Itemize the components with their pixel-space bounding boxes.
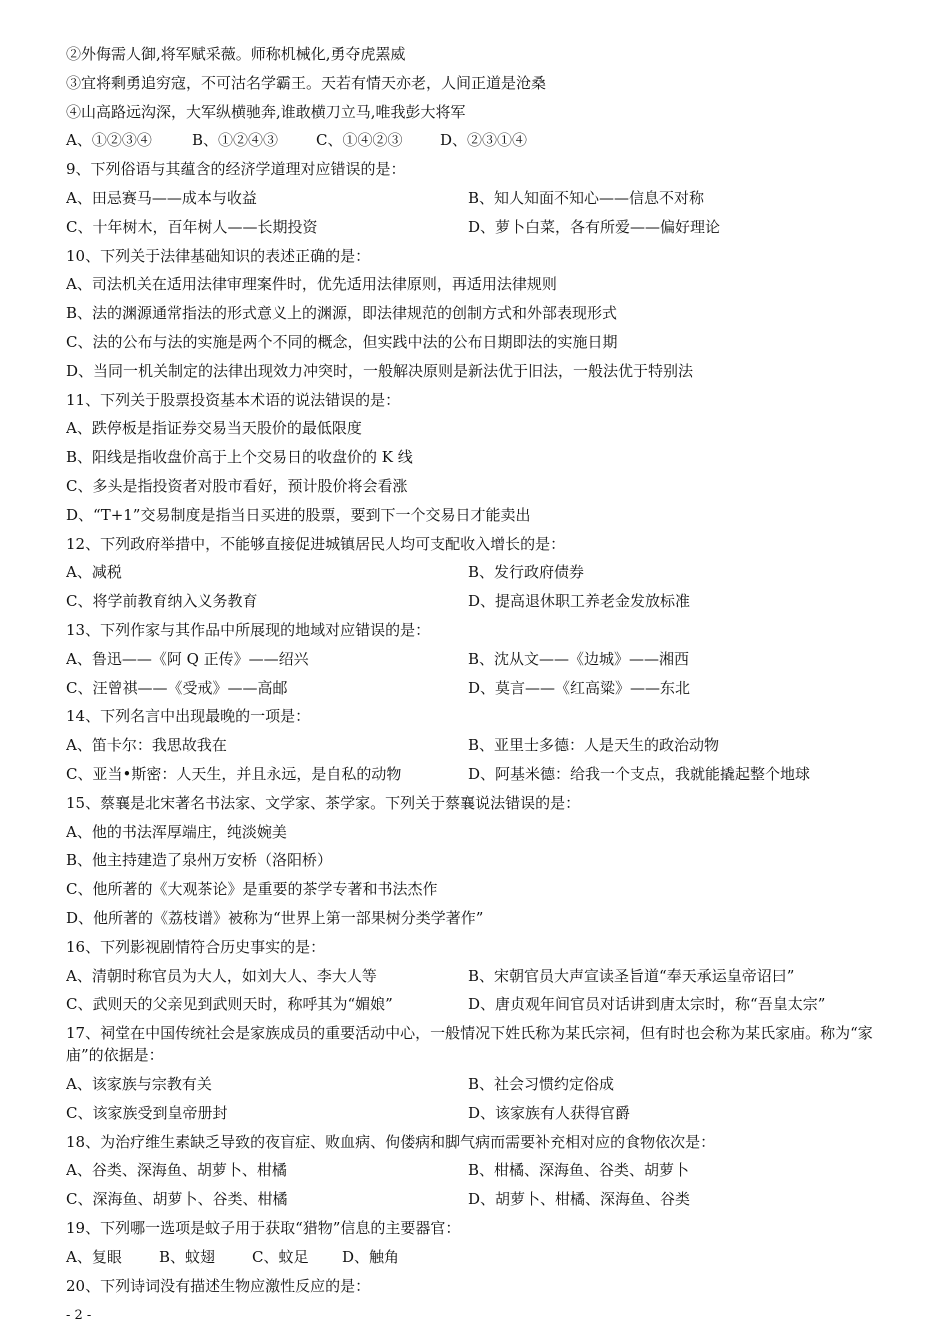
- q11-option-a[interactable]: A、跌停板是指证券交易当天股价的最低限度: [66, 419, 362, 438]
- q13-options-row-1: [66, 645, 896, 674]
- q16-option-a[interactable]: A、清朝时称官员为大人，如刘大人、李大人等: [66, 966, 377, 985]
- q16-options-row-1: [66, 962, 896, 991]
- q12-options-row-2: [66, 587, 896, 616]
- q17-options-row-2: [66, 1099, 896, 1128]
- q14-option-c[interactable]: C、亚当•斯密：人天生，并且永远，是自私的动物: [66, 764, 402, 783]
- poem-line-3: ③宜将剩勇追穷寇，不可沽名学霸王。天若有情天亦老，人间正道是沧桑: [66, 73, 547, 92]
- q13-stem: 13、下列作家与其作品中所展现的地域对应错误的是：: [66, 620, 431, 639]
- q16-option-d[interactable]: D、唐贞观年间官员对话讲到唐太宗时，称“吾皇太宗”: [468, 995, 826, 1014]
- q18-options-row-1: [66, 1156, 896, 1185]
- q12-option-a[interactable]: A、减税: [66, 563, 122, 582]
- poem-line-4: ④山高路远沟深，大军纵横驰奔,谁敢横刀立马,唯我彭大将军: [66, 102, 466, 121]
- q19-option-a[interactable]: A、复眼: [66, 1247, 122, 1266]
- q18-option-c[interactable]: C、深海鱼、胡萝卜、谷类、柑橘: [66, 1190, 288, 1209]
- q9-option-d[interactable]: D、萝卜白菜，各有所爱——偏好理论: [468, 217, 721, 236]
- q8-options: [66, 126, 896, 155]
- q20-stem: 20、下列诗词没有描述生物应激性反应的是：: [66, 1276, 371, 1295]
- q13-option-d[interactable]: D、莫言——《红高粱》——东北: [468, 678, 691, 697]
- q17-stem: 17、祠堂在中国传统社会是家族成员的重要活动中心，一般情况下姓氏称为某氏宗祠，但有时也会称为某氏家庙。称为“家庙”的依据是：: [66, 1024, 873, 1065]
- q18-option-d[interactable]: D、胡萝卜、柑橘、深海鱼、谷类: [468, 1190, 691, 1209]
- q19-option-d[interactable]: D、触角: [342, 1247, 400, 1266]
- q8-option-b[interactable]: B、①②④③: [192, 131, 279, 150]
- q10-option-c[interactable]: C、法的公布与法的实施是两个不同的概念，但实践中法的公布日期即法的实施日期: [66, 332, 618, 351]
- q9-options-row-1: [66, 184, 896, 213]
- q15-option-c[interactable]: C、他所著的《大观茶论》是重要的茶学专著和书法杰作: [66, 880, 438, 899]
- q18-stem: 18、为治疗维生素缺乏导致的夜盲症、败血病、佝偻病和脚气病而需要补充相对应的食物依次是：: [66, 1132, 716, 1151]
- q10-stem: 10、下列关于法律基础知识的表述正确的是：: [66, 246, 371, 265]
- q12-option-b[interactable]: B、发行政府债券: [468, 563, 585, 582]
- poem-line-2: ②外侮需人御,将军赋采薇。师称机械化,勇夺虎罴威: [66, 45, 406, 63]
- q9-option-c[interactable]: C、十年树木，百年树人——长期投资: [66, 217, 318, 236]
- q15-option-d[interactable]: D、他所著的《荔枝谱》被称为“世界上第一部果树分类学著作”: [66, 908, 484, 927]
- q8-option-c[interactable]: C、①④②③: [316, 131, 403, 150]
- q16-stem: 16、下列影视剧情符合历史事实的是：: [66, 937, 326, 956]
- q15-option-a[interactable]: A、他的书法浑厚端庄，纯淡婉美: [66, 822, 287, 841]
- q19-stem: 19、下列哪一选项是蚊子用于获取“猎物”信息的主要器官：: [66, 1219, 461, 1238]
- q11-option-d[interactable]: D、“T+1”交易制度是指当日买进的股票，要到下一个交易日才能卖出: [66, 505, 531, 524]
- q16-option-c[interactable]: C、武则天的父亲见到武则天时，称呼其为“媚娘”: [66, 995, 393, 1014]
- q9-options-row-2: [66, 213, 896, 242]
- q14-options-row-2: [66, 760, 896, 789]
- q17-option-d[interactable]: D、该家族有人获得官爵: [468, 1103, 631, 1122]
- q17-option-b[interactable]: B、社会习惯约定俗成: [468, 1075, 615, 1094]
- page-number: - 2 -: [66, 1308, 92, 1323]
- q11-option-b[interactable]: B、阳线是指收盘价高于上个交易日的收盘价的 K 线: [66, 448, 413, 467]
- q15-stem: 15、蔡襄是北宋著名书法家、文学家、茶学家。下列关于蔡襄说法错误的是：: [66, 793, 581, 812]
- q13-options-row-2: [66, 674, 896, 703]
- q11-option-c[interactable]: C、多头是指投资者对股市看好，预计股价将会看涨: [66, 476, 408, 495]
- q14-option-d[interactable]: D、阿基米德：给我一个支点，我就能撬起整个地球: [468, 764, 811, 783]
- q12-stem: 12、下列政府举措中，不能够直接促进城镇居民人均可支配收入增长的是：: [66, 534, 566, 553]
- q19-options: [66, 1243, 896, 1272]
- q18-option-b[interactable]: B、柑橘、深海鱼、谷类、胡萝卜: [468, 1161, 690, 1180]
- q16-options-row-2: [66, 990, 896, 1019]
- q13-option-a[interactable]: A、鲁迅——《阿 Q 正传》——绍兴: [66, 649, 309, 668]
- exam-page: [66, 40, 896, 1300]
- q12-option-c[interactable]: C、将学前教育纳入义务教育: [66, 592, 258, 611]
- q10-option-a[interactable]: A、司法机关在适用法律审理案件时，优先适用法律原则，再适用法律规则: [66, 275, 557, 294]
- q12-options-row-1: [66, 558, 896, 587]
- q9-option-a[interactable]: A、田忌赛马——成本与收益: [66, 188, 257, 207]
- q12-option-d[interactable]: D、提高退休职工养老金发放标准: [468, 592, 691, 611]
- q9-stem: 9、下列俗语与其蕴含的经济学道理对应错误的是：: [66, 160, 406, 179]
- q18-options-row-2: [66, 1185, 896, 1214]
- q14-option-b[interactable]: B、亚里士多德：人是天生的政治动物: [468, 736, 720, 755]
- q14-stem: 14、下列名言中出现最晚的一项是：: [66, 707, 311, 726]
- q11-stem: 11、下列关于股票投资基本术语的说法错误的是：: [66, 390, 401, 409]
- q19-option-c[interactable]: C、蚊足: [252, 1247, 309, 1266]
- q10-option-b[interactable]: B、法的渊源通常指法的形式意义上的渊源，即法律规范的创制方式和外部表现形式: [66, 304, 618, 323]
- q10-option-d[interactable]: D、当同一机关制定的法律出现效力冲突时，一般解决原则是新法优于旧法，一般法优于特别法: [66, 361, 694, 380]
- q9-option-b[interactable]: B、知人知面不知心——信息不对称: [468, 188, 705, 207]
- q19-option-b[interactable]: B、蚊翅: [159, 1247, 216, 1266]
- q16-option-b[interactable]: B、宋朝官员大声宣读圣旨道“奉天承运皇帝诏曰”: [468, 966, 795, 985]
- q17-options-row-1: [66, 1070, 896, 1099]
- q13-option-b[interactable]: B、沈从文——《边城》——湘西: [468, 649, 690, 668]
- q14-options-row-1: [66, 731, 896, 760]
- q17-option-c[interactable]: C、该家族受到皇帝册封: [66, 1103, 228, 1122]
- q13-option-c[interactable]: C、汪曾祺——《受戒》——高邮: [66, 678, 288, 697]
- q14-option-a[interactable]: A、笛卡尔：我思故我在: [66, 736, 227, 755]
- q17-option-a[interactable]: A、该家族与宗教有关: [66, 1075, 212, 1094]
- q8-option-a[interactable]: A、①②③④: [66, 131, 152, 150]
- q8-option-d[interactable]: D、②③①④: [440, 131, 528, 150]
- q18-option-a[interactable]: A、谷类、深海鱼、胡萝卜、柑橘: [66, 1161, 287, 1180]
- q15-option-b[interactable]: B、他主持建造了泉州万安桥（洛阳桥）: [66, 851, 333, 870]
